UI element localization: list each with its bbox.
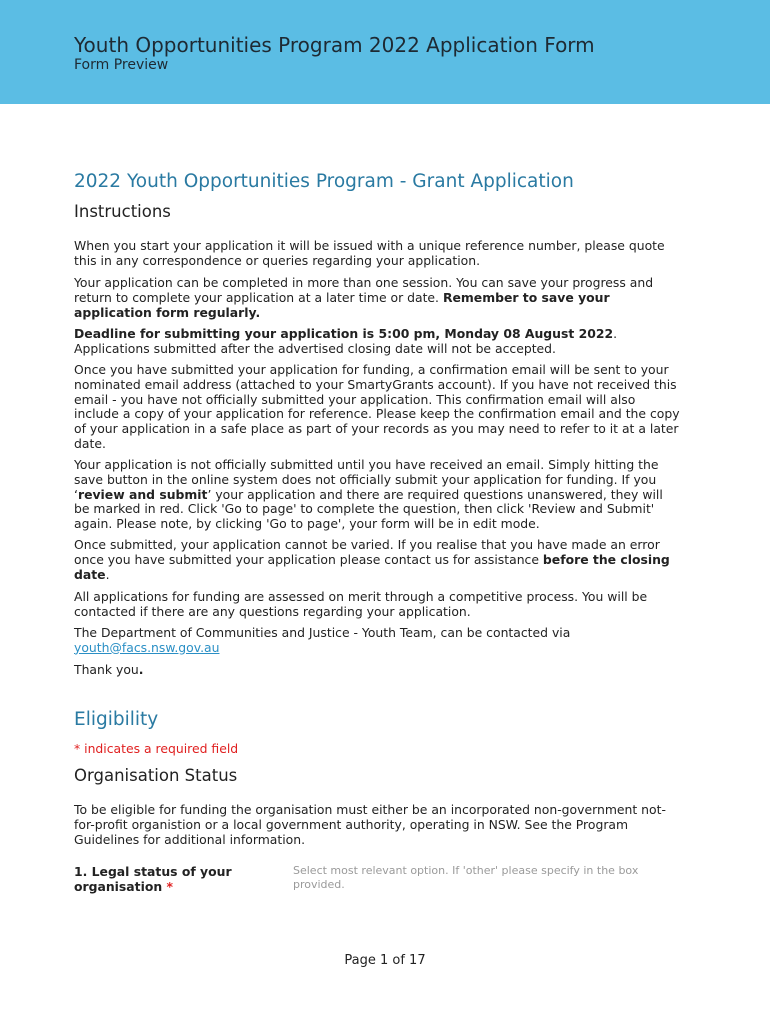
eligibility-heading: Eligibility [74,709,159,730]
section-title: 2022 Youth Opportunities Program - Grant Application [74,171,574,192]
instructions-deadline: Deadline for submitting your application is 5:00 pm, Monday 08 August 2022. Applications submitted after the advertised closing date will not be accepted. [74,326,618,356]
form-subtitle: Form Preview [74,57,169,73]
required-field-note: * indicates a required field [74,741,239,756]
instructions-paragraph-6: Once submitted, your application cannot be varied. If you realise that you have made an error once you have submitted your application please contact us for assistance before the closing date. [74,537,670,582]
form-header [0,0,770,104]
instructions-thank-you: Thank you. [74,662,144,677]
question-legal-status-label: 1. Legal status of your organisation * [74,864,232,894]
instructions-heading: Instructions [74,202,171,221]
contact-email-link[interactable]: youth@facs.nsw.gov.au [74,639,220,655]
instructions-paragraph-5: Your application is not officially submitted until you have received an email. Simply hitting the save button in the online system does not officially submit your application for funding. If you ‘review and submit’ your application and there are required questions unanswered, they will be marked in red. Click 'Go to page' to complete the question, then click 'Review and Submit' again. Please note, by clicking 'Go to page', your form will be in edit mode. [74,457,663,532]
required-star: * [166,879,173,894]
organisation-status-text: To be eligible for funding the organisation must either be an incorporated non-government not-for-profit organistion or a local government authority, operating in NSW. See the Program Guidelines for additional information. [74,802,666,847]
organisation-status-heading: Organisation Status [74,766,238,785]
instructions-paragraph-1: When you start your application it will be issued with a unique reference number, please quote this in any correspondence or queries regarding your application. [74,238,665,268]
question-legal-status-help: Select most relevant option. If 'other' please specify in the box provided. [293,864,639,891]
page-number: Page 1 of 17 [344,953,426,968]
instructions-paragraph-2: Your application can be completed in more than one session. You can save your progress and return to complete your application at a later time or date. Remember to save your application form regularly. [74,275,654,320]
instructions-paragraph-7: All applications for funding are assessed on merit through a competitive process. You will be contacted if there are any questions regarding your application. [74,589,648,619]
instructions-contact: The Department of Communities and Justice - Youth Team, can be contacted via youth@facs.nsw.gov.au [74,625,571,655]
instructions-paragraph-4: Once you have submitted your application for funding, a confirmation email will be sent to your nominated email address (attached to your SmartyGrants account). If you have not received this email - you have not officially submitted your application. This confirmation email will also include a copy of your application for reference. Please keep the confirmation email and the copy of your application in a safe place as part of your records as you may need to refer to it at a later date. [74,362,680,451]
form-title: Youth Opportunities Program 2022 Application Form [74,33,595,57]
